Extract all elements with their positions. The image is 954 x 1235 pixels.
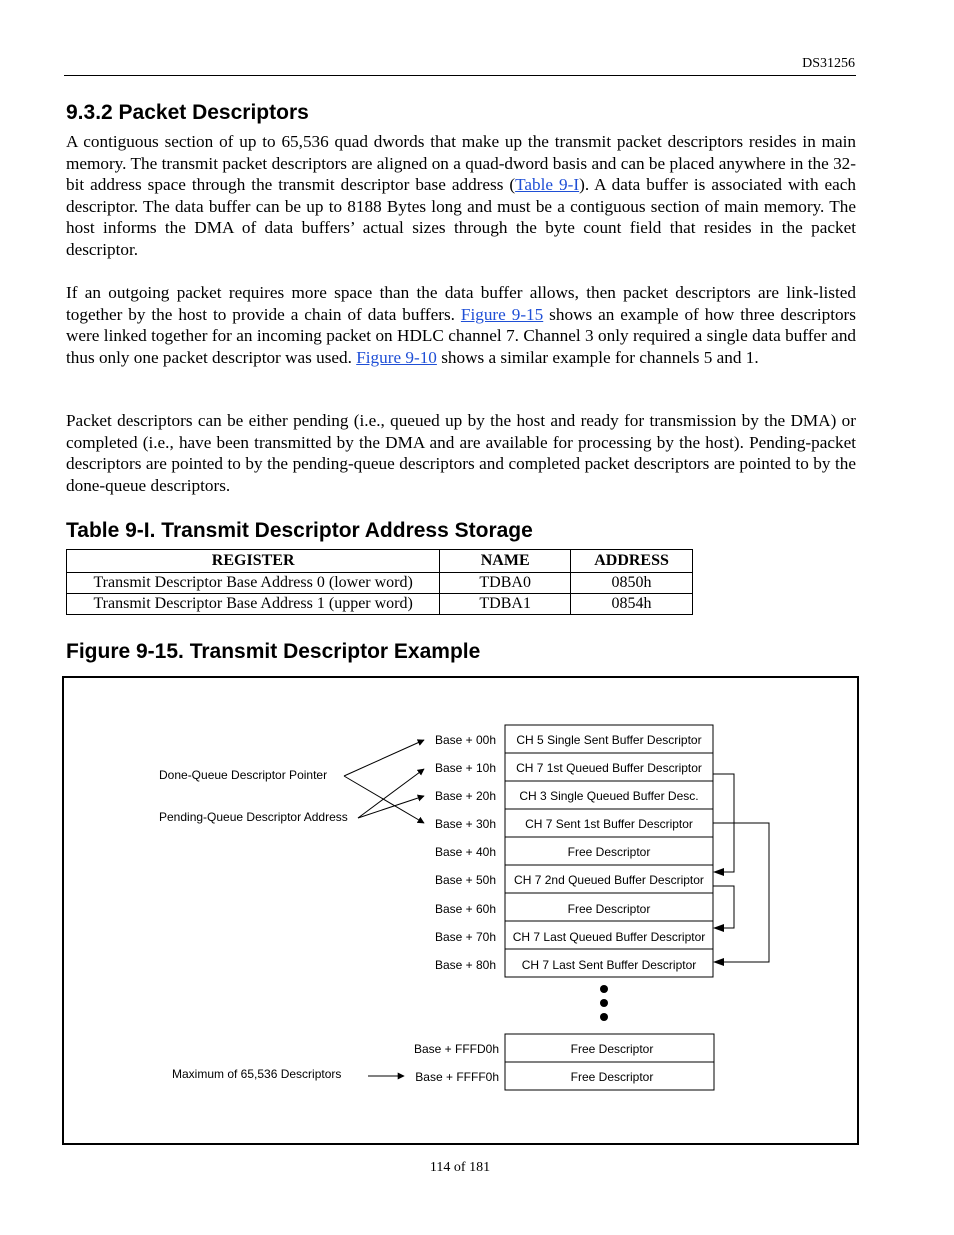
figure-frame [62,676,859,1145]
page-number: 114 of 181 [429,1160,491,1175]
descriptor-diagram [64,678,861,1147]
descriptor-label: CH 7 1st Queued Buffer Descriptor [516,761,702,775]
pending-queue-arrow-10 [358,769,424,818]
table-cell-address: 0850h [571,573,693,594]
descriptor-address: Base + 80h [434,958,496,972]
table-9-i-link[interactable]: Table 9-I [515,175,580,194]
table-header-row [67,550,693,573]
descriptor-label: CH 7 Last Sent Buffer Descriptor [521,958,697,972]
descriptor-address: Base + 60h [434,902,496,916]
figure-9-15-link[interactable]: Figure 9-15 [460,304,544,324]
header-rule [64,75,856,76]
maximum-label: Maximum of 65,536 Descriptors [172,1067,342,1081]
table-header-register: REGISTER [67,550,440,573]
paragraph-1-text-a: A contiguous section of up to 65,536 quad dwords that make up the transmit packet descriptors resides in main memory. The transmit packet descriptors are aligned on a quad-dword basis and can be placed anywhere in the 32-bit address space through the transmit descriptor base address ( [66,132,856,194]
link-10-to-50-arrow [713,868,724,876]
table-cell-register: Transmit Descriptor Base Address 1 (upper word) [67,594,440,615]
descriptor-address: Base + 70h [434,930,496,944]
paragraph-1 [66,131,856,260]
done-queue-arrow-00 [344,740,424,776]
table-caption: Table 9-I. Transmit Descriptor Address Storage [66,519,533,542]
descriptor-label: CH 7 2nd Queued Buffer Descriptor [514,873,704,887]
pending-queue-arrow-20 [358,796,424,818]
paragraph-2-text-b: shows an example of how three descriptors were linked together for an incoming packet on HDLC channel 7. Channel 3 only required a single data buffer and thus only one packet descriptor was used. [66,304,856,367]
descriptor-address: Base + 00h [434,733,496,747]
section-title: 9.3.2 Packet Descriptors [66,101,309,124]
descriptor-label: Free Descriptor [567,902,651,916]
continuation-dots [600,985,608,1021]
table-cell-address: 0854h [571,594,693,615]
document-id: DS31256 [802,56,855,71]
descriptor-label: CH 5 Single Sent Buffer Descriptor [516,733,702,747]
link-50-to-70-arrow [713,924,724,932]
paragraph-2 [66,282,856,368]
link-30-to-80-arrow [713,958,724,966]
paragraph-2-text-a: If an outgoing packet requires more space than the data buffer allows, then packet descriptors are link-listed together by the host to provide a chain of data buffers. [66,283,856,324]
descriptor-label: Free Descriptor [567,845,651,859]
descriptor-address: Base + 20h [434,789,496,803]
descriptor-label: CH 3 Single Queued Buffer Desc. [519,789,699,803]
pending-queue-label: Pending-Queue Descriptor Address [159,810,348,824]
descriptor-stack [414,725,714,1090]
paragraph-1-text-b: ). A data buffer is associated with each descriptor. The data buffer can be up to 8188 Bytes long and must be a contiguous section of main memory. The host informs the DMA of data buffers’ actual sizes through the byte count field that resides in the packet descriptor. [66,175,857,259]
paragraph-3: Packet descriptors can be either pending (i.e., queued up by the host and ready for transmission by the DMA) or completed (i.e., have been transmitted by the DMA and are available for processing by the host). Pending-packet descriptors are pointed to by the pending-queue descriptors and completed packet descriptors are pointed to by the done-queue descriptors. [66,411,856,495]
link-30-to-80 [713,823,769,962]
descriptor-address: Base + FFFD0h [413,1042,499,1056]
table-cell-register: Transmit Descriptor Base Address 0 (lower word) [67,573,440,594]
descriptor-address: Base + FFFF0h [415,1070,499,1084]
table-header-name: NAME [440,550,571,573]
link-50-to-70 [713,886,734,928]
done-queue-label: Done-Queue Descriptor Pointer [159,768,328,782]
descriptor-address: Base + 40h [434,845,496,859]
table-row [67,594,693,615]
descriptor-label: CH 7 Last Queued Buffer Descriptor [512,930,706,944]
descriptor-label: Free Descriptor [570,1070,654,1084]
descriptor-address: Base + 30h [434,817,496,831]
descriptor-label: Free Descriptor [570,1042,654,1056]
table-row [67,573,693,594]
table-cell-name: TDBA0 [440,573,571,594]
descriptor-address: Base + 10h [434,761,496,775]
table-cell-name: TDBA1 [440,594,571,615]
figure-caption: Figure 9-15. Transmit Descriptor Example [66,640,481,663]
descriptor-address: Base + 50h [434,873,496,887]
paragraph-2-text-c: shows a similar example for channels 5 and 1. [436,347,759,367]
descriptor-label: CH 7 Sent 1st Buffer Descriptor [525,817,693,831]
figure-9-10-link[interactable]: Figure 9-10 [356,347,437,367]
table-header-address: ADDRESS [571,550,693,573]
register-table [66,549,693,615]
